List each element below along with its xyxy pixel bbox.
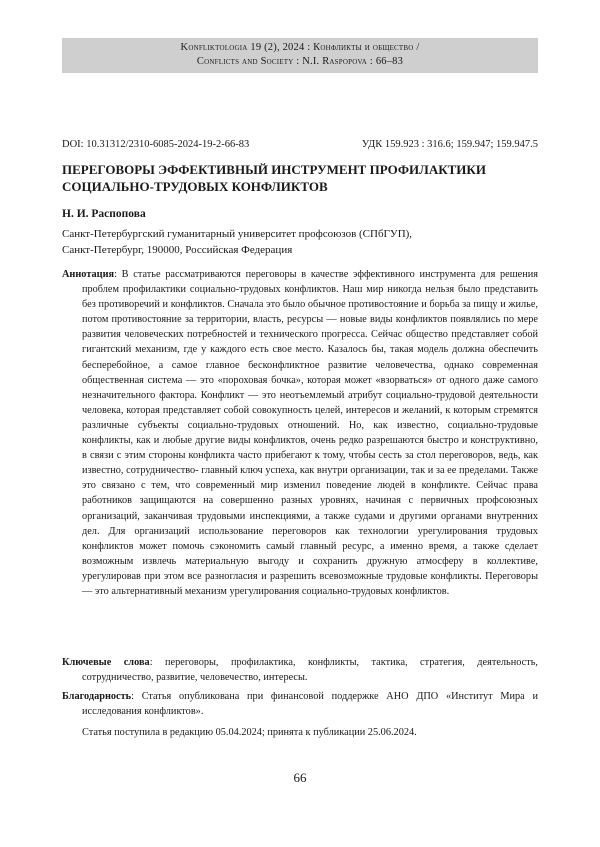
affiliation bbox=[62, 226, 538, 258]
journal-header bbox=[62, 38, 538, 73]
abstract-text: : В статье рассматриваются переговоры в качестве эффективного инструмента для решения проблем профилактики социально-трудовых конфликтов. Наш мир никогда нельзя было представить без противоречий и конфликтов. Сначала это было обычное противостояние и борьба за пищу и жилье, потом противостояние за территории, власть, ресурсы — новые виды конфликтов появлялись по мере развития человеческих потребностей и технического прогресса. Сейчас общество представляет собой гигантский механизм, где у каждого есть свое место. Казалось бы, такая модель должна обеспечить бесперебойное, а самое главное бесконфликтное развитие человечества, однако современная общественная система — это «пороховая бочка», которая может «взорваться» от одного даже самого незначительного фактора. Конфликт — это неотъемлемый атрибут социально-трудовой деятельности человека, которая представляет собой совокупность целей, интересов и желаний, к которым стремятся различные субъекты социально-трудовых отношений. Но, как известно, социально-трудовые конфликты, как и любые другие виды конфликтов, очень редко разрешаются быстро и конструктивно, в связи с этим стороны конфликта часто прибегают к тому, чтобы сесть за стол переговоров, ведь, как известно, сотрудничество- главный ключ успеха, как внутри организации, так и за ее пределами. Также это связано с тем, что современный мир изменил поведение людей в конфликте. Сейчас права работников защищаются на совершенно разных уровнях, начиная с первичных профсоюзных организаций, заканчивая трудовыми инспекциями, а также судами и другими органами внутренних дел. Для организаций использование переговоров как технологии урегулирования трудовых конфликтов может помочь сэкономить самый главный ресурс, а именно время, а также сделает возможным извлечь материальную выгоду и сохранить дружную атмосферу в коллективе, урегулировав при этом все разногласия и разрешить всевозможные трудовые конфликты. Переговоры — это альтернативный механизм урегулирования социально-трудовых конфликтов. bbox=[82, 269, 538, 597]
affiliation-line-2: Санкт-Петербург, 190000, Российская Федерация bbox=[62, 242, 538, 258]
acknowledgment-label: Благодарность bbox=[62, 691, 131, 702]
acknowledgment bbox=[62, 689, 538, 719]
page-number: 66 bbox=[0, 770, 600, 786]
keywords-text: : переговоры, профилактика, конфликты, тактика, стратегия, деятельность, сотрудничество, развитие, человечество, интересы. bbox=[82, 657, 538, 683]
journal-header-line-1: Konfliktologia 19 (2), 2024 : Конфликты и общество / bbox=[62, 41, 538, 55]
acknowledgment-text: : Статья опубликована при финансовой поддержке АНО ДПО «Институт Мира и исследования конфликтов». bbox=[82, 691, 538, 717]
doi: DOI: 10.31312/2310-6085-2024-19-2-66-83 bbox=[62, 139, 249, 150]
keywords-label: Ключевые слова bbox=[62, 657, 150, 668]
abstract-label: Аннотация bbox=[62, 269, 114, 280]
udk-code: УДК 159.923 : 316.6; 159.947; 159.947.5 bbox=[362, 139, 538, 150]
journal-header-line-2: Conflicts and Society : N.I. Raspopova : 66–83 bbox=[62, 55, 538, 69]
affiliation-line-1: Санкт-Петербургский гуманитарный университет профсоюзов (СПбГУП), bbox=[62, 226, 538, 242]
received-dates: Статья поступила в редакцию 05.04.2024; принята к публикации 25.06.2024. bbox=[82, 727, 417, 738]
abstract bbox=[62, 267, 538, 599]
author-name: Н. И. Распопова bbox=[62, 208, 146, 220]
keywords bbox=[62, 655, 538, 685]
article-title: ПЕРЕГОВОРЫ ЭФФЕКТИВНЫЙ ИНСТРУМЕНТ ПРОФИЛАКТИКИ СОЦИАЛЬНО-ТРУДОВЫХ КОНФЛИКТОВ bbox=[62, 161, 538, 195]
